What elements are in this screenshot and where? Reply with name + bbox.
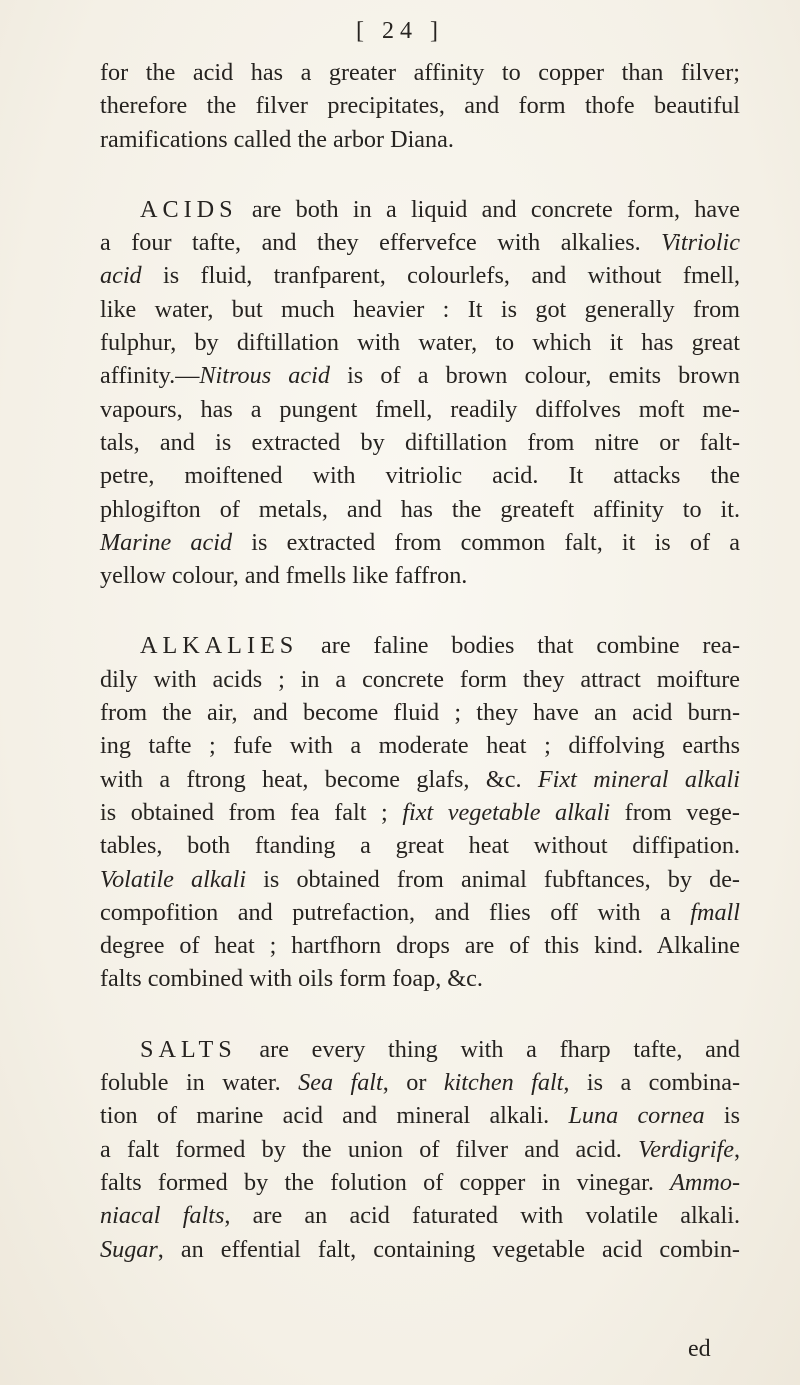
text-line: vapours, has a pungent fmell, readily diffolves moft me- <box>100 395 740 423</box>
sugar-term: Sugar <box>100 1235 158 1263</box>
text-line: dily with acids ; in a concrete form they attract moifture <box>100 665 740 693</box>
text-line: degree of heat ; hartfhorn drops are of this kind. Alkaline <box>100 932 740 960</box>
sea-salt-term: Sea falt <box>298 1069 383 1097</box>
text-line: falts combined with oils form foap, &c. <box>100 965 483 993</box>
acids-heading: ACIDS <box>140 195 238 223</box>
text-line: from the air, and become fluid ; they have an acid burn- <box>100 699 740 727</box>
text-line: for the acid has a greater affinity to copper than filver; <box>100 59 740 86</box>
text-line: tables, both ftanding a great heat without diffipation. <box>100 832 740 860</box>
text-line: with a ftrong heat, become glafs, &c. Fixt mineral alkali <box>100 765 740 793</box>
vitriolic-term: Vitriolic <box>661 229 740 257</box>
text-line: ALKALIES are faline bodies that combine rea- <box>140 632 740 660</box>
text-line: Sugar, an effential falt, containing vegetable acid combin- <box>100 1235 740 1263</box>
text-line: yellow colour, and fmells like faffron. <box>100 562 468 590</box>
verdigrise-term: Verdigrife <box>638 1135 734 1163</box>
text-line: phlogifton of metals, and has the greateft affinity to it. <box>100 495 740 523</box>
text-line: ramifications called the arbor Diana. <box>100 125 454 153</box>
intro-paragraph <box>100 56 740 156</box>
text-line: acid is fluid, tranfparent, colourlefs, and without fmell, <box>100 262 740 290</box>
nitrous-acid-term: Nitrous acid <box>199 362 330 390</box>
text-line: Volatile alkali is obtained from animal fubftances, by de- <box>100 865 740 893</box>
text-line: is obtained from fea falt ; fixt vegetable alkali from vege- <box>100 798 740 826</box>
fixt-mineral-alkali-term: Fixt mineral alkali <box>537 765 740 793</box>
salts-paragraph <box>100 1033 740 1266</box>
text-line: compofition and putrefaction, and flies off with a fmall <box>100 898 740 926</box>
ammoniacal-salts-term: niacal falts <box>100 1202 225 1230</box>
text-line: tals, and is extracted by diftillation from nitre or falt- <box>100 428 740 456</box>
text-line: foluble in water. Sea falt, or kitchen falt, is a combina- <box>100 1069 740 1097</box>
volatile-alkali-term: Volatile alkali <box>100 865 247 893</box>
text-line: Marine acid is extracted from common falt, it is of a <box>100 528 740 556</box>
text-line: like water, but much heavier : It is got generally from <box>100 295 740 323</box>
acids-paragraph <box>100 193 740 593</box>
text-line: falts formed by the folution of copper in vinegar. Ammo- <box>100 1168 740 1196</box>
text-line: SALTS are every thing with a fharp tafte, and <box>140 1035 740 1063</box>
page-number: [ 24 ] <box>356 18 444 44</box>
text-line: ing tafte ; fufe with a moderate heat ; diffolving earths <box>100 732 740 760</box>
salts-heading: SALTS <box>140 1035 237 1063</box>
luna-cornea-term: Luna cornea <box>568 1102 705 1130</box>
alkalies-paragraph <box>100 629 740 995</box>
marine-acid-term: Marine acid <box>100 528 233 556</box>
text-line: ACIDS are both in a liquid and concrete form, have <box>140 195 740 223</box>
alkalies-heading: ALKALIES <box>140 632 299 660</box>
text-line: therefore the filver precipitates, and form thofe beautiful <box>100 92 740 120</box>
text-line: fulphur, by diftillation with water, to which it has great <box>100 329 740 357</box>
text-line: tion of marine acid and mineral alkali. Luna cornea is <box>100 1102 740 1130</box>
text-line: a four tafte, and they effervefce with alkalies. Vitriolic <box>100 229 740 257</box>
text-line: niacal falts, are an acid faturated with volatile alkali. <box>100 1202 740 1230</box>
page-body <box>100 56 740 1266</box>
text-line: a falt formed by the union of filver and acid. Verdigrife, <box>100 1135 740 1163</box>
text-line: petre, moiftened with vitriolic acid. It attacks the <box>100 462 740 490</box>
fixt-vegetable-alkali-term: fixt vegetable alkali <box>402 798 611 826</box>
catchword: ed <box>688 1336 711 1362</box>
kitchen-salt-term: kitchen falt <box>443 1069 564 1097</box>
text-line: affinity.—Nitrous acid is of a brown colour, emits brown <box>100 362 740 390</box>
